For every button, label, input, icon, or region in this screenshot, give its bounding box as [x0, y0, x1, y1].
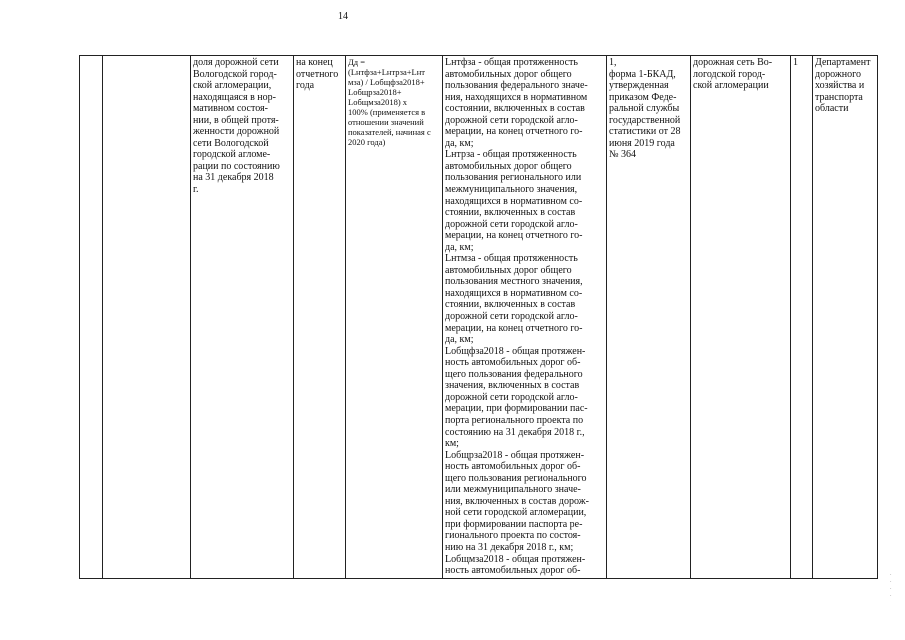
cell-definitions — [443, 56, 607, 579]
indicator-table — [79, 55, 878, 579]
cell-source — [607, 56, 691, 579]
object-text: дорожная сеть Во- логодской город- ской агломерации — [693, 57, 773, 91]
cell-number — [80, 56, 103, 579]
indicator-text: доля дорожной сети Вологодской город- ской агломерации, находящаяся в нор- мативном состоя- нии, в общей протя- женности дорожной сети Вологодской городской агломе- рации по состоянию на 31 декабря 2018 г. — [193, 57, 280, 195]
cell-name — [103, 56, 191, 579]
responsible-text: Департамент дорожного хозяйства и транспорта области — [815, 57, 871, 114]
cell-formula — [346, 56, 443, 579]
table-row — [80, 56, 878, 579]
cell-indicator — [191, 56, 294, 579]
cell-object — [691, 56, 791, 579]
cell-responsible — [813, 56, 878, 579]
margin-mark: . . . . — [890, 571, 892, 598]
cell-code — [791, 56, 813, 579]
source-text: 1, форма 1-БКАД, утвержденная приказом Феде- ральной службы государственной статистики от 28 июня 2019 года № 364 — [609, 57, 681, 160]
cell-period — [294, 56, 346, 579]
definitions-text: Lнтфза - общая протяженность автомобильных дорог общего пользования федерального значе- ния, находящихся в нормативном состоянии, включенных в состав дорожной сети городской агло- мерации, на конец отчетного го- да, км; Lнтрза - общая протяженность автомобильных дорог общего пользования регионального или межмуниципального значения, находящихся в нормативном со- стоянии, включенных в состав дорожной сети городской агло- мерации, на конец отчетного го- да, км; Lнтмза - общая протяженность автомобильных дорог общего пользования местного значения, находящихся в нормативном со- стоянии, включенных в состав дорожной сети городской агло- мерации, на конец отчетного го- да, км; Lобщфза2018 - общая протяжен- ность автомобильных дорог об- щего пользования федерального значения, включенных в состав дорожной сети городской агло- мерации, при формировании пас- порта регионального проекта по состоянию на 31 декабря 2018 г., км; Lобщрза2018 - общая протяжен- ность автомобильных дорог об- щего пользования регионального или межмуниципального значе- ния, включенных в состав дорож- ной сети городской агломерации, при формировании паспорта ре- гионального проекта по состоя- нию на 31 декабря 2018 г., км; Lобщмза2018 - общая протяжен- ность автомобильных дорог об- — [445, 57, 589, 577]
code-text: 1 — [793, 57, 798, 68]
page-number: 14 — [338, 11, 348, 22]
period-text: на конец отчетного года — [296, 57, 339, 91]
formula-text: Дд = (Lнтфза+Lнтрза+Lнт мза) / Lобщфза2018+ Lобщрза2018+ Lобщмза2018) х 100% (применяется в отношении значений показателей, начиная с 2020 года) — [348, 57, 431, 147]
